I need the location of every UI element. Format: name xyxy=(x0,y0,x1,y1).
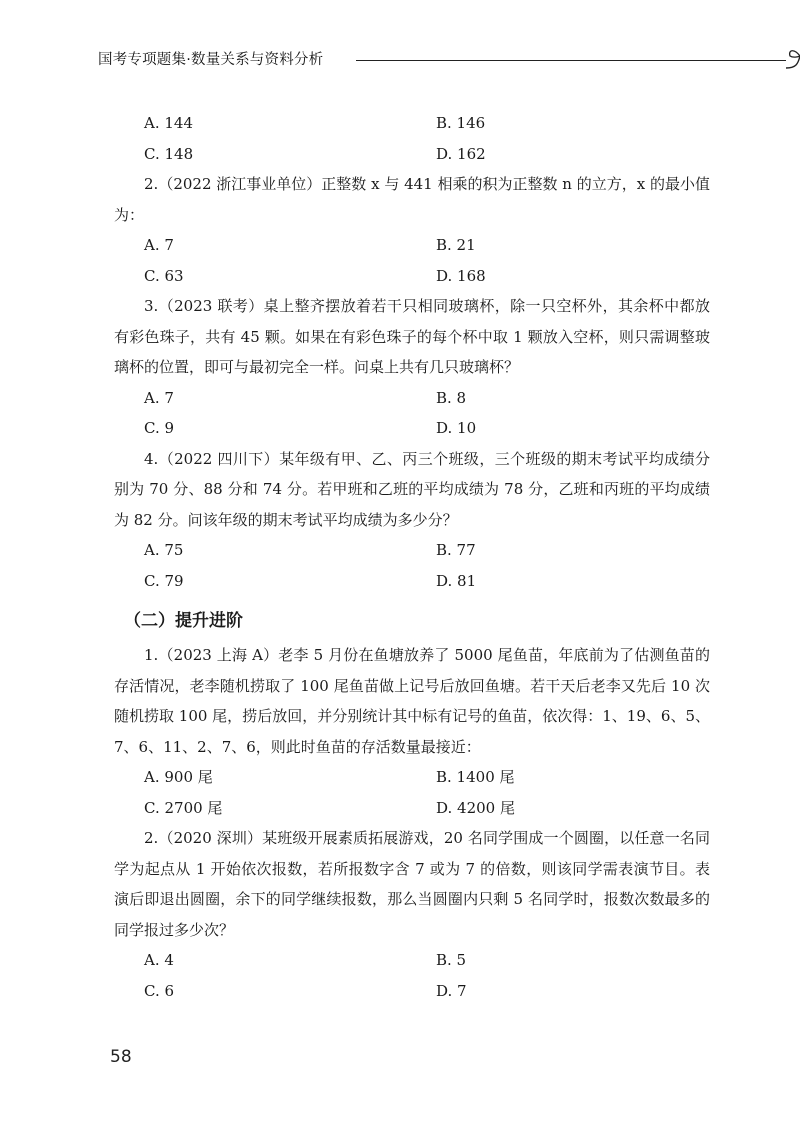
options-row xyxy=(114,383,710,414)
option-b: B. 146 xyxy=(436,114,486,132)
option-c: C. 79 xyxy=(144,571,184,590)
options-row xyxy=(114,566,710,597)
option-b: B. 1400 尾 xyxy=(436,768,515,786)
options-row xyxy=(114,230,710,261)
option-b: B. 21 xyxy=(436,236,476,254)
question-advanced-2: 2.（2020 深圳）某班级开展素质拓展游戏，20 名同学围成一个圆圈，以任意一名同学为起点从 1 开始依次报数，若所报数字含 7 或为 7 的倍数，则该同学需表演节目。表演后即退出圆圈，余下的同学继续报数，那么当圆圈内只剩 5 名同学时，报数次数最多的同学报过多少次？ xyxy=(114,829,710,939)
question-advanced-1: 1.（2023 上海 A）老李 5 月份在鱼塘放养了 5000 尾鱼苗，年底前为了估测鱼苗的存活情况，老李随机捞取了 100 尾鱼苗做上记号后放回鱼塘。若干天后老李又先后 10 次随机捞取 100 尾，捞后放回，并分别统计其中标有记号的鱼苗，依次得：1、19、6、5、7、6、11、2、7、6，则此时鱼苗的存活数量最接近： xyxy=(114,646,710,756)
question-3: 3.（2023 联考）桌上整齐摆放着若干只相同玻璃杯，除一只空杯外，其余杯中都放有彩色珠子，共有 45 颗。如果在有彩色珠子的每个杯中取 1 颗放入空杯，则只需调整玻璃杯的位置，即可与最初完全一样。问桌上共有几只玻璃杯？ xyxy=(114,297,710,376)
option-a: A. 144 xyxy=(144,114,193,132)
page-number: 58 xyxy=(110,1047,132,1067)
option-c: C. 2700 尾 xyxy=(144,798,223,817)
option-a: A. 4 xyxy=(144,951,174,969)
option-b: B. 77 xyxy=(436,541,476,559)
options-row xyxy=(114,535,710,566)
option-a: A. 7 xyxy=(144,388,174,407)
question-4: 4.（2022 四川下）某年级有甲、乙、丙三个班级，三个班级的期末考试平均成绩分别为 70 分、88 分和 74 分。若甲班和乙班的平均成绩为 78 分，乙班和丙班的平均成绩为 82 分。问该年级的期末考试平均成绩为多少分？ xyxy=(114,449,710,529)
section-heading: （二）提升进阶 xyxy=(124,611,243,631)
option-a: A. 75 xyxy=(144,541,184,559)
option-a: A. 900 尾 xyxy=(144,768,213,786)
option-b: B. 5 xyxy=(436,951,467,969)
question-2: 2.（2022 浙江事业单位）正整数 x 与 441 相乘的积为正整数 n 的立方，x 的最小值为： xyxy=(114,175,710,224)
options-row xyxy=(114,108,710,139)
option-d: D. 7 xyxy=(436,981,467,1000)
option-c: C. 63 xyxy=(144,266,184,285)
option-d: D. 10 xyxy=(436,419,477,437)
option-d: D. 162 xyxy=(436,144,486,163)
option-c: C. 9 xyxy=(144,419,175,437)
options-row xyxy=(114,261,710,292)
options-row xyxy=(114,976,710,1007)
option-d: D. 168 xyxy=(436,266,486,285)
option-b: B. 8 xyxy=(436,388,467,407)
header-title: 国考专项题集·数量关系与资料分析 xyxy=(98,52,324,68)
options-row xyxy=(114,793,710,824)
options-row xyxy=(114,945,710,976)
page-body xyxy=(114,108,710,1006)
option-d: D. 81 xyxy=(436,571,477,590)
option-d: D. 4200 尾 xyxy=(436,798,515,817)
options-row xyxy=(114,762,710,793)
option-c: C. 6 xyxy=(144,981,175,1000)
sprout-icon xyxy=(780,44,800,74)
header-rule xyxy=(356,60,786,61)
running-header xyxy=(98,44,720,74)
options-row xyxy=(114,413,710,444)
options-row xyxy=(114,139,710,170)
option-a: A. 7 xyxy=(144,236,174,254)
option-c: C. 148 xyxy=(144,144,194,163)
